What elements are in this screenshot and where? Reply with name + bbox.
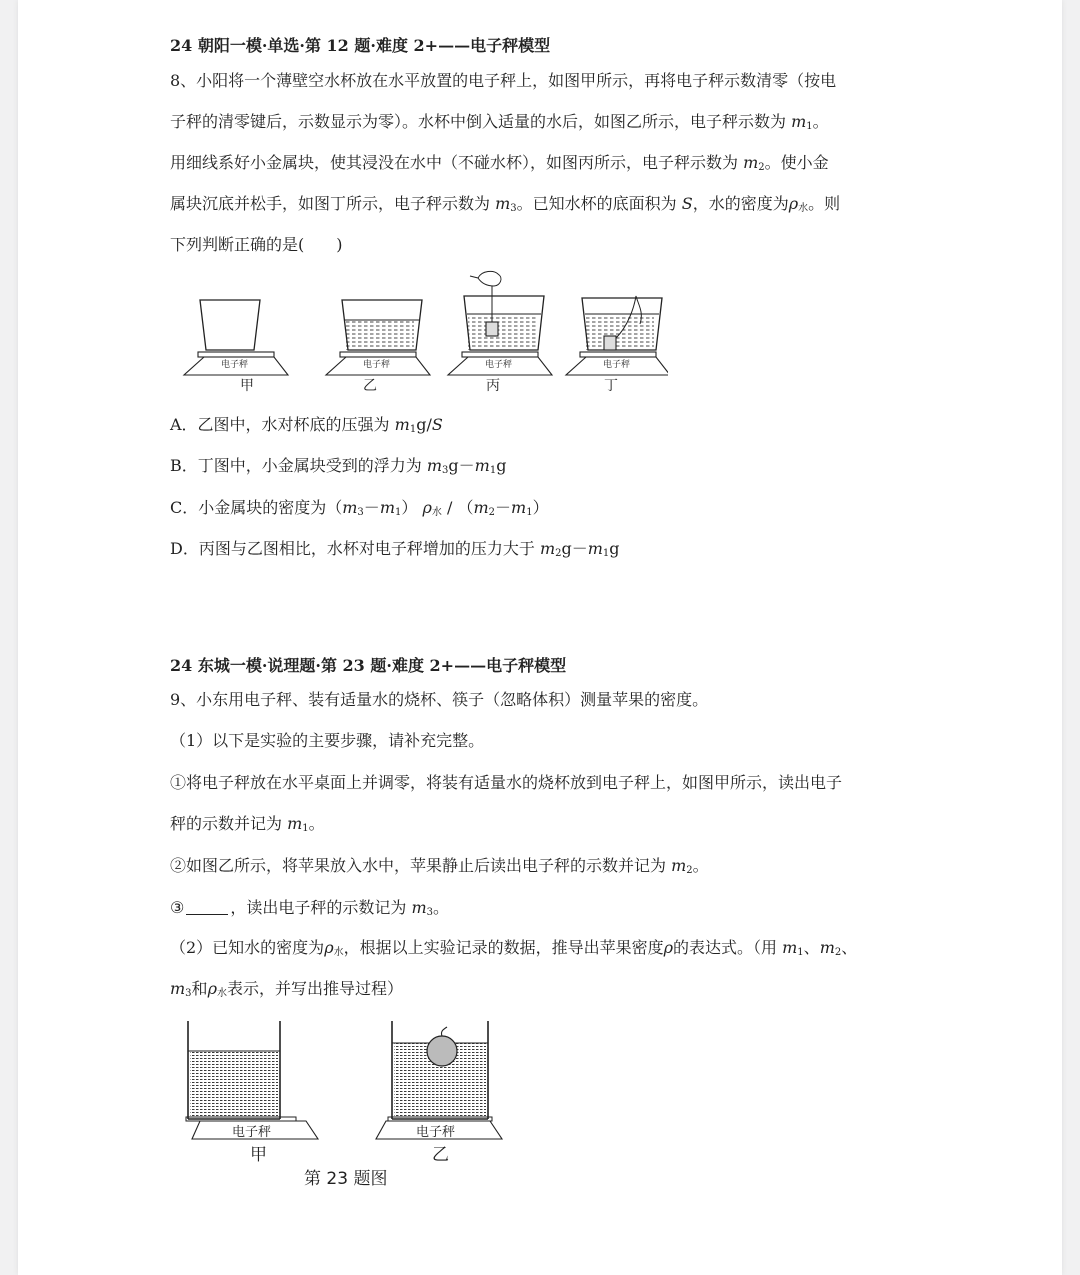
q9-line-5: ②如图乙所示，将苹果放入水中，苹果静止后读出电子秤的示数并记为 $m_2$。 [170,856,709,876]
option-a: A．乙图中，水对杯底的压强为 $m_1g/S$ [170,415,443,435]
svg-text:电子秤: 电子秤 [363,360,391,370]
q9-line-7: （2）已知水的密度为$\rho_水$，根据以上实验记录的数据，推导出苹果密度ρ的表达式。（用 $m_1$、$m_2$、 [170,938,858,958]
q9-line-4: 秤的示数并记为 $m_1$。 [170,814,325,834]
q8-heading: 24 朝阳一模·单选·第 12 题·难度 2+——电子秤模型 [170,36,551,55]
water-fill [346,320,414,350]
metal-block-sunk [604,336,616,350]
beaker-figure-jia [186,1021,318,1165]
metal-block [486,322,498,336]
svg-text:电子秤: 电子秤 [485,360,513,370]
svg-text:电子秤: 电子秤 [416,1125,456,1140]
q9-line-3: ①将电子秤放在水平桌面上并调零，将装有适量水的烧杯放到电子秤上，如图甲所示，读出电子 [170,773,843,792]
q9-line-6: ③ ，读出电子秤的示数记为 $m_3$。 [170,898,450,918]
q8-line-2: 子秤的清零键后，示数显示为零）。水杯中倒入适量的水后，如图乙所示，电子秤示数为 $m_1$。 [170,112,829,132]
document-page [18,0,1062,1275]
q8-line-1: 8、小阳将一个薄壁空水杯放在水平放置的电子秤上，如图甲所示，再将电子秤示数清零（按电 [170,71,837,90]
svg-text:电子秤: 电子秤 [603,360,631,370]
water-fill [190,1051,278,1117]
q9-line-1: 9、小东用电子秤、装有适量水的烧杯、筷子（忽略体积）测量苹果的密度。 [170,690,709,709]
apple-icon [427,1036,457,1066]
figure-caption: 第 23 题图 [304,1169,388,1189]
answer-blank[interactable] [186,898,228,915]
hand-icon [470,271,501,286]
scale-figure-yi [326,300,430,394]
figure-label-jia: 甲 [240,378,254,394]
q8-line-4: 属块沉底并松手，如图丁所示，电子秤示数为 $m_3$。已知水杯的底面积为 S，水的密度为$\rho_水$。则 [170,194,841,214]
q9-heading: 24 东城一模·说理题·第 23 题·难度 2+——电子秤模型 [170,656,567,675]
scale-figure-ding [566,296,668,394]
q8-figure [178,268,668,398]
scale-label: 电子秤 [232,1125,272,1140]
q8-line-5: 下列判断正确的是( ) [170,235,343,254]
scale-figure-jia [184,300,288,394]
figure-label-yi: 乙 [432,1145,449,1165]
scale-figure-bing [448,271,552,394]
figure-label-yi: 乙 [363,378,377,394]
beaker-figure-yi [376,1021,502,1165]
q8-line-3: 用细线系好小金属块，使其浸没在水中（不碰水杯），如图丙所示，电子秤示数为 $m_2$。使小金 [170,153,829,173]
scale-label: 电子秤 [221,360,249,370]
figure-label-ding: 丁 [604,378,618,394]
option-b: B．丁图中，小金属块受到的浮力为 $m_3g-m_1g$ [170,456,507,476]
q9-line-8: $m_3$和$\rho_水$表示，并写出推导过程） [170,979,403,999]
q9-figure [168,1015,508,1195]
option-d: D．丙图与乙图相比，水杯对电子秤增加的压力大于 $m_2g-m_1g$ [170,539,620,559]
q9-line-2: （1）以下是实验的主要步骤，请补充完整。 [170,731,485,750]
option-c: C．小金属块的密度为$(m_3-m_1)$ $\rho_水 / (m_2-m_1)$ [170,498,549,518]
figure-label-jia: 甲 [250,1145,267,1165]
figure-label-bing: 丙 [486,378,500,394]
